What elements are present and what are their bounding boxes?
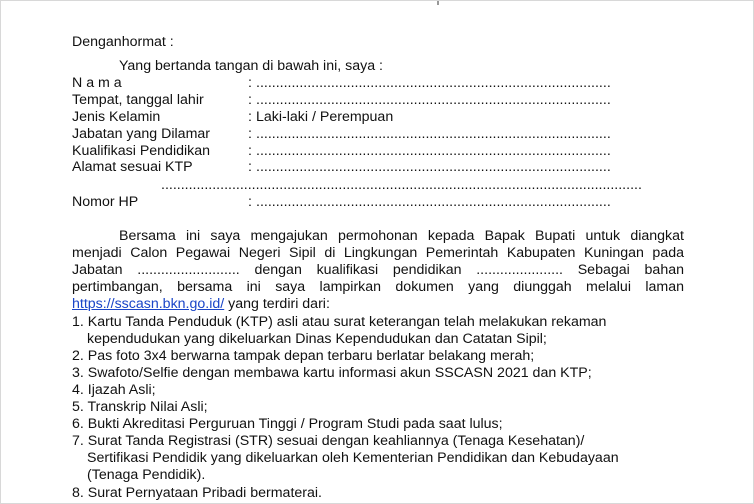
field-label-nama: N a m a [72, 75, 122, 91]
list-item: 7. Surat Tanda Registrasi (STR) sesuai dengan keahliannya (Tenaga Kesehatan)/ [72, 433, 585, 449]
list-item: 1. Kartu Tanda Penduduk (KTP) asli atau surat keterangan telah melakukan rekaman [72, 314, 607, 330]
field-value-nama: .......................................................................................... [256, 75, 611, 91]
paragraph-line: Jabatan .......................... dengan kualifikasi pendidikan ...................... Sebagai bahan [72, 262, 684, 278]
field-colon: : [248, 194, 252, 210]
paragraph-line [72, 296, 330, 313]
list-item: 6. Bukti Akreditasi Perguruan Tinggi / Program Studi pada saat lulus; [72, 416, 503, 432]
field-label-jenis-kelamin: Jenis Kelamin [72, 109, 161, 125]
field-value-nomor-hp: .......................................................................................... [256, 194, 611, 210]
paragraph-tail: yang terdiri dari: [224, 296, 330, 312]
field-label-alamat: Alamat sesuai KTP [72, 159, 193, 175]
field-value-ttl: .......................................................................................... [256, 92, 611, 108]
list-item-cont: Sertifikasi Pendidik yang dikeluarkan oleh Kementerian Pendidikan dan Kebudayaan [87, 450, 619, 466]
sscasn-link[interactable]: https://sscasn.bkn.go.id/ [72, 296, 225, 312]
list-item: 4. Ijazah Asli; [72, 382, 156, 398]
greeting: Denganhormat : [72, 34, 174, 50]
list-item: 2. Pas foto 3x4 berwarna tampak depan terbaru berlatar belakang merah; [72, 348, 535, 364]
list-item-cont: kependudukan yang dikeluarkan Dinas Kependudukan dan Catatan Sipil; [87, 331, 547, 347]
field-colon: : [248, 159, 252, 175]
field-value-alamat: .......................................................................................... [256, 159, 611, 175]
field-colon: : [248, 109, 252, 125]
field-value-alamat-cont: .......................................................................................................................... [161, 177, 642, 193]
list-item: 3. Swafoto/Selfie dengan membawa kartu informasi akun SSCASN 2021 dan KTP; [72, 365, 592, 381]
field-label-nomor-hp: Nomor HP [72, 194, 139, 210]
field-colon: : [248, 92, 252, 108]
page-edge-mark [437, 1, 439, 5]
field-label-kualifikasi: Kualifikasi Pendidikan [72, 143, 211, 159]
intro-line: Yang bertanda tangan di bawah ini, saya : [119, 58, 383, 74]
paragraph-line: menjadi Calon Pegawai Negeri Sipil di Lingkungan Pemerintah Kabupaten Kuningan pada [72, 245, 684, 261]
paragraph-line: Bersama ini saya mengajukan permohonan kepada Bapak Bupati untuk diangkat [119, 228, 684, 244]
list-item-cont: (Tenaga Pendidik). [87, 467, 206, 483]
field-colon: : [248, 143, 252, 159]
field-value-jabatan: .......................................................................................... [256, 126, 611, 142]
field-label-jabatan: Jabatan yang Dilamar [72, 126, 211, 142]
field-colon: : [248, 126, 252, 142]
field-value-jenis-kelamin: Laki-laki / Perempuan [256, 109, 394, 125]
list-item: 5. Transkrip Nilai Asli; [72, 399, 208, 415]
list-item: 8. Surat Pernyataan Pribadi bermaterai. [72, 485, 322, 501]
field-value-kualifikasi: .......................................................................................... [256, 143, 611, 159]
paragraph-line: pertimbangan, bersama ini saya lampirkan dokumen yang diunggah melalui laman [72, 279, 684, 295]
field-colon: : [248, 75, 252, 91]
field-label-ttl: Tempat, tanggal lahir [72, 92, 204, 108]
